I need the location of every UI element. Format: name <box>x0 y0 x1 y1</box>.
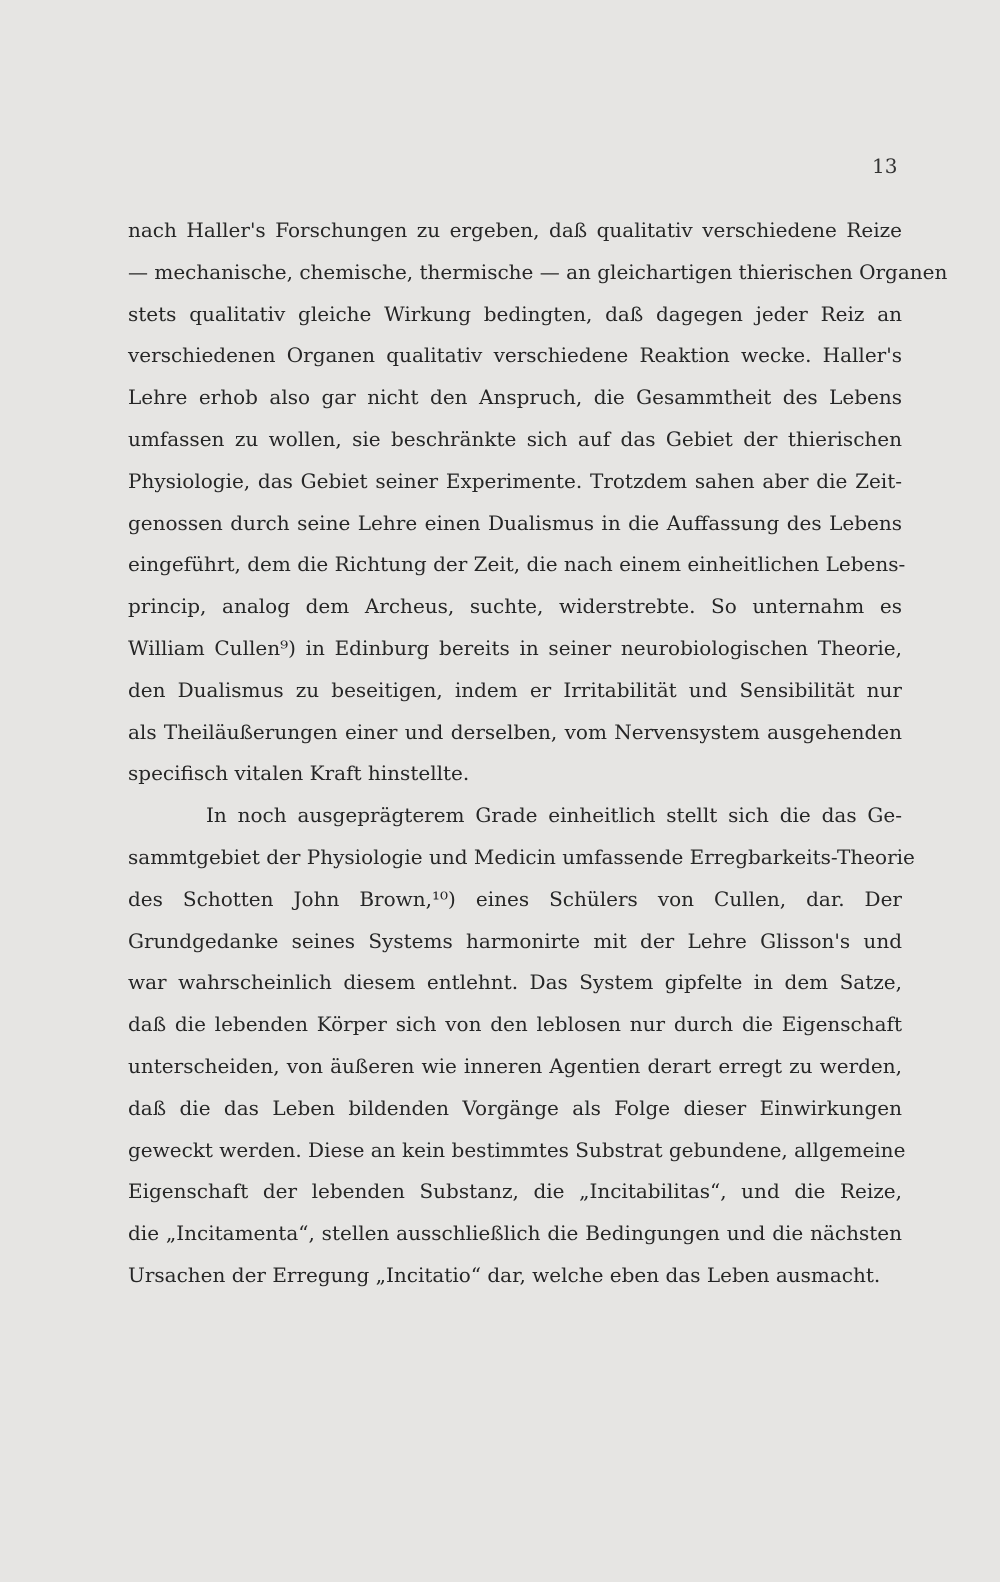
text-line: specifisch vitalen Kraft hinstellte. <box>128 761 470 786</box>
text-line: war wahrscheinlich diesem entlehnt. Das System gipfelte in dem Satze, <box>128 970 902 995</box>
text-line: princip, analog dem Archeus, suchte, widerstrebte. So unternahm es <box>128 594 902 619</box>
text-line: — mechanische, chemische, thermische — an gleichartigen thierischen Organen <box>128 259 948 284</box>
body-text <box>128 210 948 1297</box>
text-line: Grundgedanke seines Systems harmonirte mit der Lehre Glisson's und <box>128 928 902 953</box>
text-line: des Schotten John Brown,¹⁰) eines Schülers von Cullen, dar. Der <box>128 886 902 911</box>
text-line: den Dualismus zu beseitigen, indem er Irritabilität und Sensibilität nur <box>128 677 902 702</box>
page-number: 13 <box>872 154 898 178</box>
text-line: In noch ausgeprägterem Grade einheitlich stellt sich die das Ge- <box>206 803 902 828</box>
text-line: Ursachen der Erregung „Incitatio“ dar, welche eben das Leben ausmacht. <box>128 1262 881 1287</box>
text-line: unterscheiden, von äußeren wie inneren Agentien derart erregt zu werden, <box>128 1053 902 1078</box>
text-line: geweckt werden. Diese an kein bestimmtes Substrat gebundene, allgemeine <box>128 1137 906 1162</box>
text-line: als Theiläußerungen einer und derselben, vom Nervensystem ausgehenden <box>128 719 902 744</box>
text-line: verschiedenen Organen qualitativ verschiedene Reaktion wecke. Haller's <box>128 343 902 368</box>
text-line: sammtgebiet der Physiologie und Medicin umfassende Erregbarkeits-Theorie <box>128 844 915 869</box>
text-line: die „Incitamenta“, stellen ausschließlich die Bedingungen und die nächsten <box>128 1221 902 1246</box>
text-line: Physiologie, das Gebiet seiner Experimente. Trotzdem sahen aber die Zeit- <box>128 468 902 493</box>
paragraph-1 <box>128 210 948 795</box>
text-line: nach Haller's Forschungen zu ergeben, daß qualitativ verschiedene Reize <box>128 218 902 242</box>
text-line: daß die lebenden Körper sich von den leblosen nur durch die Eigenschaft <box>128 1012 902 1037</box>
text-line: daß die das Leben bildenden Vorgänge als Folge dieser Einwirkungen <box>128 1095 902 1120</box>
text-line: stets qualitativ gleiche Wirkung bedingten, daß dagegen jeder Reiz an <box>128 301 902 326</box>
paragraph-2 <box>128 795 915 1297</box>
text-line: eingeführt, dem die Richtung der Zeit, die nach einem einheitlichen Lebens- <box>128 552 906 577</box>
text-line: umfassen zu wollen, sie beschränkte sich auf das Gebiet der thierischen <box>128 426 902 451</box>
text-line: Eigenschaft der lebenden Substanz, die „Incitabilitas“, und die Reize, <box>128 1179 902 1204</box>
text-line: Lehre erhob also gar nicht den Anspruch, die Gesammtheit des Lebens <box>128 385 902 410</box>
text-line: William Cullen⁹) in Edinburg bereits in seiner neurobiologischen Theorie, <box>128 635 902 660</box>
text-line: genossen durch seine Lehre einen Dualismus in die Auffassung des Lebens <box>128 510 902 535</box>
